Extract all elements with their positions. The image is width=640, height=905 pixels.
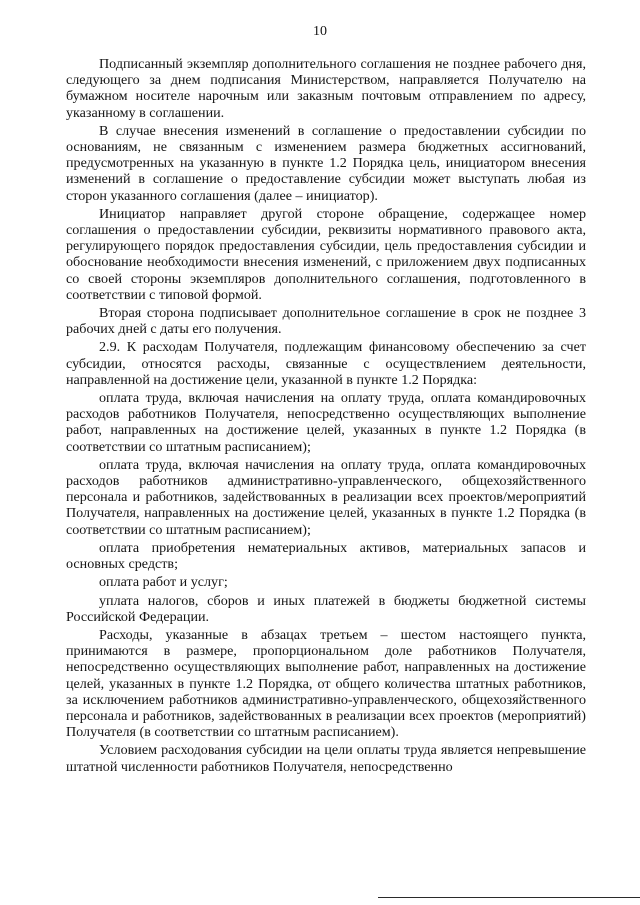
paragraph-initiator-request: Инициатор направляет другой стороне обращение, содержащее номер соглашения о предоставлении субсидии, реквизиты нормативного правового акта, регулирующего порядок предоставления субсидии, цель предоставления субсидии и обоснование необходимости внесения изменений, с приложением двух подписанных со своей стороны экземпляров дополнительного соглашения, подготовленного в соответствии с типовой формой. <box>66 205 586 303</box>
paragraph-proportional-expenses: Расходы, указанные в абзацах третьем – шестом настоящего пункта, принимаются в размере, пропорциональном доле работников Получателя, непосредственно осуществляющих выполнение работ, направленных на достижение целей, указанных в пункте 1.2 Порядка, от общего количества штатных работников, за исключением работников административно-управленческого, общехозяйственного персонала и работников, задействованных в реализации всех проектов (мероприятий) Получателя (в соответствии со штатным расписанием). <box>66 626 586 741</box>
paragraph-second-party-signing: Вторая сторона подписывает дополнительное соглашение в срок не позднее 3 рабочих дней с даты его получения. <box>66 305 586 338</box>
list-item-taxes-and-fees: уплата налогов, сборов и иных платежей в бюджеты бюджетной системы Российской Федерации. <box>66 592 586 625</box>
list-item-admin-staff-wages: оплата труда, включая начисления на оплату труда, оплата командировочных расходов работников административно-управленческого, общехозяйственного персонала и работников, задействованных в реализации всех проектов/мероприятий Получателя, направленных на достижение целей, указанных в пункте 1.2 Порядка (в соответствии со штатным расписанием); <box>66 456 586 538</box>
list-item-direct-staff-wages: оплата труда, включая начисления на оплату труда, оплата командировочных расходов работников Получателя, непосредственно осуществляющих выполнение работ, направленных на достижение целей, указанных в пункте 1.2 Порядка (в соответствии со штатным расписанием); <box>66 390 586 455</box>
list-item-works-and-services: оплата работ и услуг; <box>99 574 228 591</box>
page-number: 10 <box>313 24 327 39</box>
paragraph-amendment-initiator: В случае внесения изменений в соглашение о предоставлении субсидии по основаниям, не связанным с изменением размера бюджетных ассигнований, предусмотренных на указанную в пункте 1.2 Порядка цель, инициатором внесения изменений в соглашение о предоставление субсидии может выступать любая из сторон указанного соглашения (далее – инициатор). <box>66 122 586 204</box>
bottom-divider-line <box>378 897 640 898</box>
paragraph-signed-copy-delivery: Подписанный экземпляр дополнительного соглашения не позднее рабочего дня, следующего за днем подписания Министерством, направляется Получателю на бумажном носителе нарочным или заказным почтовым отправлением по адресу, указанному в соглашении. <box>66 56 586 121</box>
paragraph-clause-2-9: 2.9. К расходам Получателя, подлежащим финансовому обеспечению за счет субсидии, относятся расходы, связанные с осуществлением деятельности, направленной на достижение цели, указанной в пункте 1.2 Порядка: <box>66 339 586 388</box>
paragraph-wage-condition: Условием расходования субсидии на цели оплаты труда является непревышение штатной численности работников Получателя, непосредственно <box>66 742 586 775</box>
list-item-assets-purchase: оплата приобретения нематериальных активов, материальных запасов и основных средств; <box>66 539 586 573</box>
document-body <box>66 56 586 775</box>
